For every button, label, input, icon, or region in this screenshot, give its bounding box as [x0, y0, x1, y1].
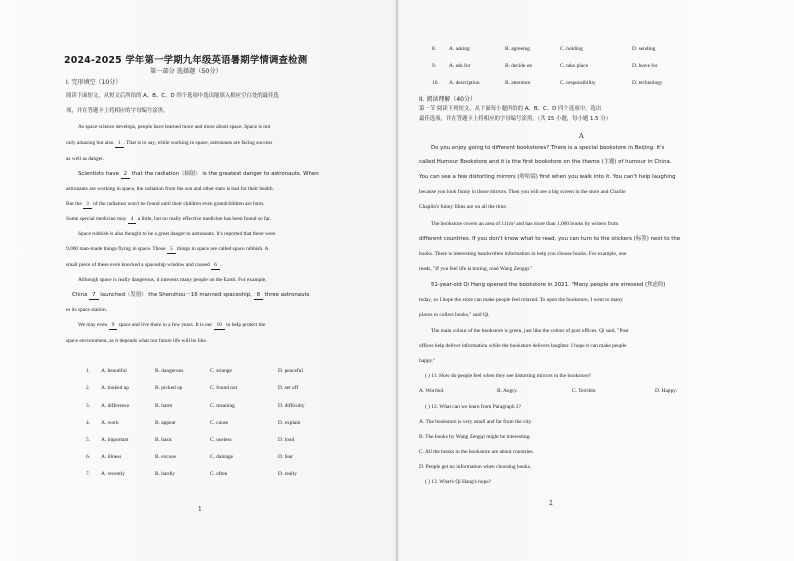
cloze-line-9: 9,000 man-made things flying in space. Those 5 things in space are called space rubbish. A: [66, 246, 269, 252]
option-b: B. harm: [155, 403, 173, 409]
cloze-line-3: as well as danger.: [66, 156, 105, 162]
reading-line: Do you enjoy going to different bookstores? There is a special bookstore in Beijing. It's: [431, 145, 665, 151]
option-number: 4.: [86, 420, 91, 426]
option-a: A. work: [101, 420, 119, 426]
option-b: B. excuse: [155, 454, 176, 460]
blank-6: 6: [211, 262, 220, 270]
option-b: B. dangerous: [155, 368, 184, 374]
q12-option-c: C. All the books in the bookstore are about countries.: [419, 449, 534, 455]
exam-title: 2024-2025 学年第一学期九年级英语暑期学情调查检测: [64, 55, 308, 66]
option-number: 9.: [432, 63, 437, 69]
option-a: A. difference: [101, 403, 130, 409]
option-d: D. peaceful: [278, 368, 303, 374]
reading-line: today, so I hope the store can make people feel relaxed. To open the bookstore, I went to many: [419, 297, 623, 303]
option-b: B. appear: [155, 420, 176, 426]
question-11: ( ) 11. How do people feel when they see distorting mirrors in the bookstore?: [425, 373, 592, 379]
blank-3: 3: [83, 201, 92, 209]
question-12: ( ) 12. What can we learn from Paragraph 2?: [425, 404, 521, 410]
option-d: D. technology: [632, 80, 663, 86]
right-page: [397, 0, 794, 561]
option-number: 10.: [432, 80, 439, 86]
reading-line: places to collect books," said Qi.: [419, 312, 490, 318]
blank-1: 1: [115, 140, 124, 148]
reading-line: Chaplin's funny films are on all the time.: [419, 204, 508, 210]
reading-line: You can see a few distorting mirrors (哈哈镜) first when you walk into it. You can't help laughing: [419, 174, 676, 180]
option-c: C. often: [210, 471, 228, 477]
cloze-line-13: to its space station.: [66, 307, 108, 313]
cloze-line-8: Space rubbish is also thought to be a great danger to astronauts. It's reported that there were: [78, 231, 276, 237]
option-number: 8.: [432, 46, 437, 52]
option-d: D. explain: [278, 420, 301, 426]
q12-option-d: D. People get no information when choosing books.: [419, 464, 532, 470]
option-c: C. meaning: [210, 403, 235, 409]
q12-option-b: B. The books by Wang Zengqi might be interesting.: [419, 434, 531, 440]
option-number: 2.: [86, 385, 91, 391]
option-number: 1.: [86, 368, 91, 374]
option-d: D. really: [278, 471, 297, 477]
option-d: D. leave for: [632, 63, 658, 69]
reading-line: offices help deliver information while the bookstore delivers laughter. I hope it can make people: [419, 343, 627, 349]
option-number: 3.: [86, 403, 91, 409]
cloze-line-6: But the 3 of the radiation won't be found until their children even grandchildren are born.: [66, 201, 265, 207]
cloze-line-4: Scientists have 2 that the radiation（辐射） is the greatest danger to astronauts. When: [78, 171, 319, 177]
blank-5: 5: [167, 246, 176, 254]
cloze-line-12: China 7 launched（发射） the Shenzhou－16 manned spaceship, 8 three astronauts: [72, 292, 310, 298]
reading-instruction-2: 最佳选项，并在答题卡上将相应的字母编号涂黑。（共 15 小题，每小题 1.5 分）: [419, 116, 612, 122]
reading-line: books. There is interesting handwritten information to help you choose books. For example, one: [419, 251, 627, 257]
cloze-line-10: small piece of these even knocked a spaceship window and caused 6 .: [66, 262, 222, 268]
option-c: C. damage: [210, 454, 234, 460]
option-c: C. cause: [210, 420, 229, 426]
option-b: B. attention: [505, 80, 531, 86]
blank-10: 10: [214, 322, 225, 330]
q11-option-a: A. Worried.: [419, 388, 445, 394]
page-number-right: 2: [549, 500, 553, 507]
option-number: 5.: [86, 437, 91, 443]
cloze-line-2: only amazing but also 1 . That is to say, while working in space, astronauts are facing success: [66, 140, 273, 146]
option-a: A. description: [449, 80, 480, 86]
option-a: A. illness: [101, 454, 122, 460]
cloze-instruction-2: 项，并在答题卡上将相应的字母编号涂黑。: [66, 108, 169, 114]
blank-8: 8: [254, 292, 263, 300]
reading-line: because you look funny in those mirrors. Then you will see a big screen in the store and Charlie: [419, 189, 626, 195]
option-b: B. agreeing: [505, 46, 530, 52]
passage-label: A: [579, 132, 584, 140]
question-13: ( ) 13. What's Qi Hang's hope?: [425, 479, 492, 485]
blank-2: 2: [121, 171, 130, 179]
reading-instruction-1: 第一节 阅读下列短文，从下面每小题所给的 A、B、C、D 四个选项中，选出: [419, 106, 602, 112]
q11-option-b: B. Angry.: [497, 388, 518, 394]
blank-9: 9: [109, 322, 118, 330]
option-b: B. picked up: [155, 385, 183, 391]
cloze-instruction-1: 阅读下面短文，从短文后所给的 A、B、C、D 四个选项中选出能填入相应空白处的最佳选: [66, 93, 279, 99]
option-c: C. strange: [210, 368, 232, 374]
cloze-line-5: astronauts are working in space, the radiation from the sun and other stars is bad for their health.: [66, 186, 274, 192]
option-number: 6.: [86, 454, 91, 460]
reading-line: called Humour Bookstore and it is the first bookstore on the theme (主题) of humour in China.: [419, 159, 672, 165]
blank-7: 7: [89, 292, 98, 300]
option-c: C. take place: [560, 63, 588, 69]
cloze-line-15: space environment, as it depends what our future life will be like.: [66, 338, 208, 344]
cloze-heading: I. 完形填空（10分）: [66, 79, 122, 86]
cloze-line-1: As space science develops, people have learned more and more about space. Space is not: [78, 124, 271, 130]
exam-subtitle: 第一部分 选择题（50分）: [150, 68, 222, 75]
cloze-line-7: Some special medicine may 4 a little, but no really effective medicine has been found so far.: [66, 216, 272, 222]
page-number-left: 1: [198, 506, 202, 513]
option-c: C. responsibility: [560, 80, 596, 86]
option-d: D. difficulty: [278, 403, 305, 409]
option-d: D. set off: [278, 385, 299, 391]
option-c: C. holding: [560, 46, 583, 52]
option-a: A. looked up: [101, 385, 129, 391]
reading-line: happy.": [419, 358, 436, 364]
option-a: A. ask for: [449, 63, 471, 69]
option-b: B. basic: [155, 437, 173, 443]
cloze-line-11: Although space is really dangerous, it interests many people on the Earth. For example,: [78, 277, 267, 283]
option-d: D. fear: [278, 454, 293, 460]
option-d: D. loud: [278, 437, 295, 443]
reading-line: 51-year-old Qi Hang opened the bookstore in 2021. "Many people are stressed (焦虑的): [431, 282, 666, 288]
option-b: B. decide on: [505, 63, 533, 69]
reading-line: The main colour of the bookstore is green, just like the colour of post offices. Qi said, "Post: [431, 328, 629, 334]
option-c: C. useless: [210, 437, 232, 443]
reading-line: reads, "If you feel life is boring, read Wang Zengqi.": [419, 266, 533, 272]
reading-line: The bookstore covers an area of 111m² and has more than 1,000 books by writers from: [431, 221, 619, 227]
q12-option-a: A. The bookstore is very small and far from the city.: [419, 419, 533, 425]
option-b: B. hardly: [155, 471, 176, 477]
option-a: A. important: [101, 437, 129, 443]
q11-option-c: C. Terrible.: [572, 388, 597, 394]
option-a: A. recently: [101, 471, 125, 477]
option-a: A. asking: [449, 46, 470, 52]
option-c: C. found out: [210, 385, 238, 391]
option-d: D. sending: [632, 46, 656, 52]
reading-heading: II. 阅读理解（40分）: [419, 96, 476, 103]
cloze-line-14: We may even 9 space and live there in a few years. It is our 10 to help protect the: [78, 322, 266, 328]
blank-4: 4: [128, 216, 137, 224]
q11-option-d: D. Happy.: [655, 388, 677, 394]
option-number: 7.: [86, 471, 91, 477]
option-a: A. beautiful: [101, 368, 127, 374]
reading-line: different countries. If you don't know what to read, you can turn to the stickers (标签) next to the: [419, 236, 681, 242]
